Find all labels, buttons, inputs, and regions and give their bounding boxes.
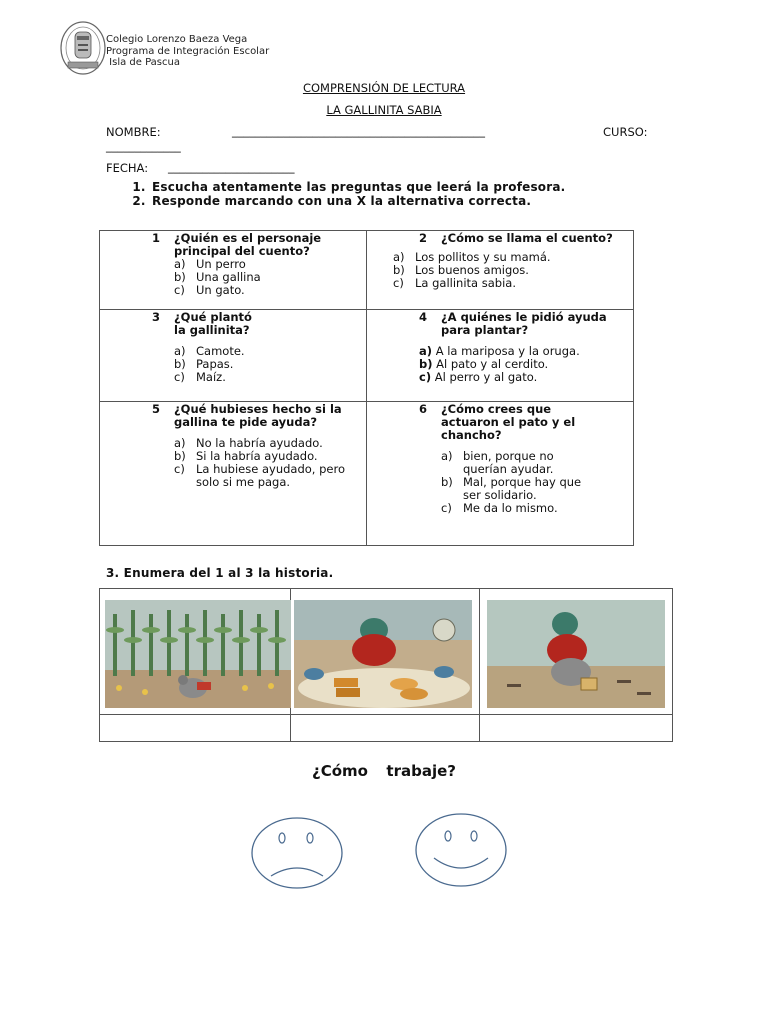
numbering-box[interactable] <box>480 715 673 742</box>
page-subtitle: LA GALLINITA SABIA <box>326 103 442 117</box>
instructions-list <box>128 180 565 208</box>
question-text: ¿Quién es el personaje principal del cuento? <box>174 231 322 258</box>
question-cell <box>100 402 367 546</box>
option-item[interactable]: c) La gallinita sabia. <box>393 276 516 290</box>
question-cell <box>100 310 367 402</box>
numbering-box[interactable] <box>291 715 480 742</box>
question-number: 6 <box>419 402 428 416</box>
option-item[interactable]: b) Al pato y al cerdito. <box>419 357 549 371</box>
option-item[interactable]: c) Al perro y al gato. <box>419 370 538 384</box>
question-text: ¿A quiénes le pidió ayuda para plantar? <box>441 310 607 337</box>
story-image-cell <box>291 589 480 715</box>
question-number: 4 <box>419 310 428 324</box>
hen-with-basket-image <box>487 600 665 708</box>
curso-label: CURSO: <box>603 125 648 139</box>
school-name: Colegio Lorenzo Baeza Vega <box>106 34 248 45</box>
option-item[interactable]: b) Mal, porque hay que ser solidario. <box>441 475 582 502</box>
question-text: ¿Qué plantó la gallinita? <box>174 310 252 337</box>
question-cell <box>100 231 367 310</box>
school-info <box>106 34 269 69</box>
question-number: 3 <box>152 310 161 324</box>
story-image-cell <box>480 589 673 715</box>
nombre-line[interactable]: ____________________________________________ <box>232 124 485 138</box>
question-cell <box>367 310 634 402</box>
question-cell <box>367 231 634 310</box>
program-name: Programa de Integración Escolar <box>106 45 270 57</box>
bread-feast-image <box>294 600 472 708</box>
option-item[interactable]: c) La hubiese ayudado, pero solo si me paga. <box>174 462 346 489</box>
self-eval-heading: ¿Cómo trabaje? <box>312 762 456 780</box>
cornfield-hen-image <box>105 600 291 708</box>
question-text: ¿Cómo crees que actuaron el pato y el chancho? <box>441 402 576 442</box>
option-item[interactable]: a) bien, porque no querían ayudar. <box>441 449 554 476</box>
option-item[interactable]: c) Un gato. <box>174 283 245 297</box>
curso-line[interactable]: _____________ <box>106 139 181 153</box>
option-item[interactable]: b) Una gallina <box>174 270 261 284</box>
story-images-table <box>99 588 673 742</box>
instruction-item: 2. Responde marcando con una X la alternativa correcta. <box>150 194 565 208</box>
option-item[interactable]: b) Los buenos amigos. <box>393 263 529 277</box>
school-location: Isla de Pascua <box>106 57 180 68</box>
question-number: 2 <box>419 231 428 245</box>
happy-face-icon[interactable] <box>414 812 508 888</box>
school-logo <box>58 18 108 76</box>
question-number: 1 <box>152 231 161 245</box>
option-item[interactable]: c) Me da lo mismo. <box>441 501 558 515</box>
page-title: COMPRENSIÓN DE LECTURA <box>302 81 466 95</box>
sad-face-icon[interactable] <box>250 816 344 890</box>
option-item[interactable]: a) Un perro <box>174 257 246 271</box>
nombre-label: NOMBRE: <box>106 125 161 139</box>
fecha-label: FECHA: <box>106 161 149 175</box>
question-cell <box>367 402 634 546</box>
option-item[interactable]: a) A la mariposa y la oruga. <box>419 344 580 358</box>
numbering-box[interactable] <box>100 715 291 742</box>
questions-table <box>99 230 634 546</box>
question-text: ¿Qué hubieses hecho si la gallina te pide ayuda? <box>174 402 342 429</box>
option-item[interactable]: a) No la habría ayudado. <box>174 436 323 450</box>
option-item[interactable]: a) Los pollitos y su mamá. <box>393 250 551 264</box>
story-image-cell <box>100 589 291 715</box>
option-item[interactable]: b) Papas. <box>174 357 234 371</box>
option-item[interactable]: b) Si la habría ayudado. <box>174 449 318 463</box>
question-text: ¿Cómo se llama el cuento? <box>441 231 613 245</box>
instruction-item: 1. Escucha atentamente las preguntas que leerá la profesora. <box>150 180 565 194</box>
option-item[interactable]: a) Camote. <box>174 344 245 358</box>
fecha-line[interactable]: ______________________ <box>168 160 295 174</box>
question-number: 5 <box>152 402 161 416</box>
story-heading: 3. Enumera del 1 al 3 la historia. <box>106 566 334 580</box>
option-item[interactable]: c) Maíz. <box>174 370 226 384</box>
